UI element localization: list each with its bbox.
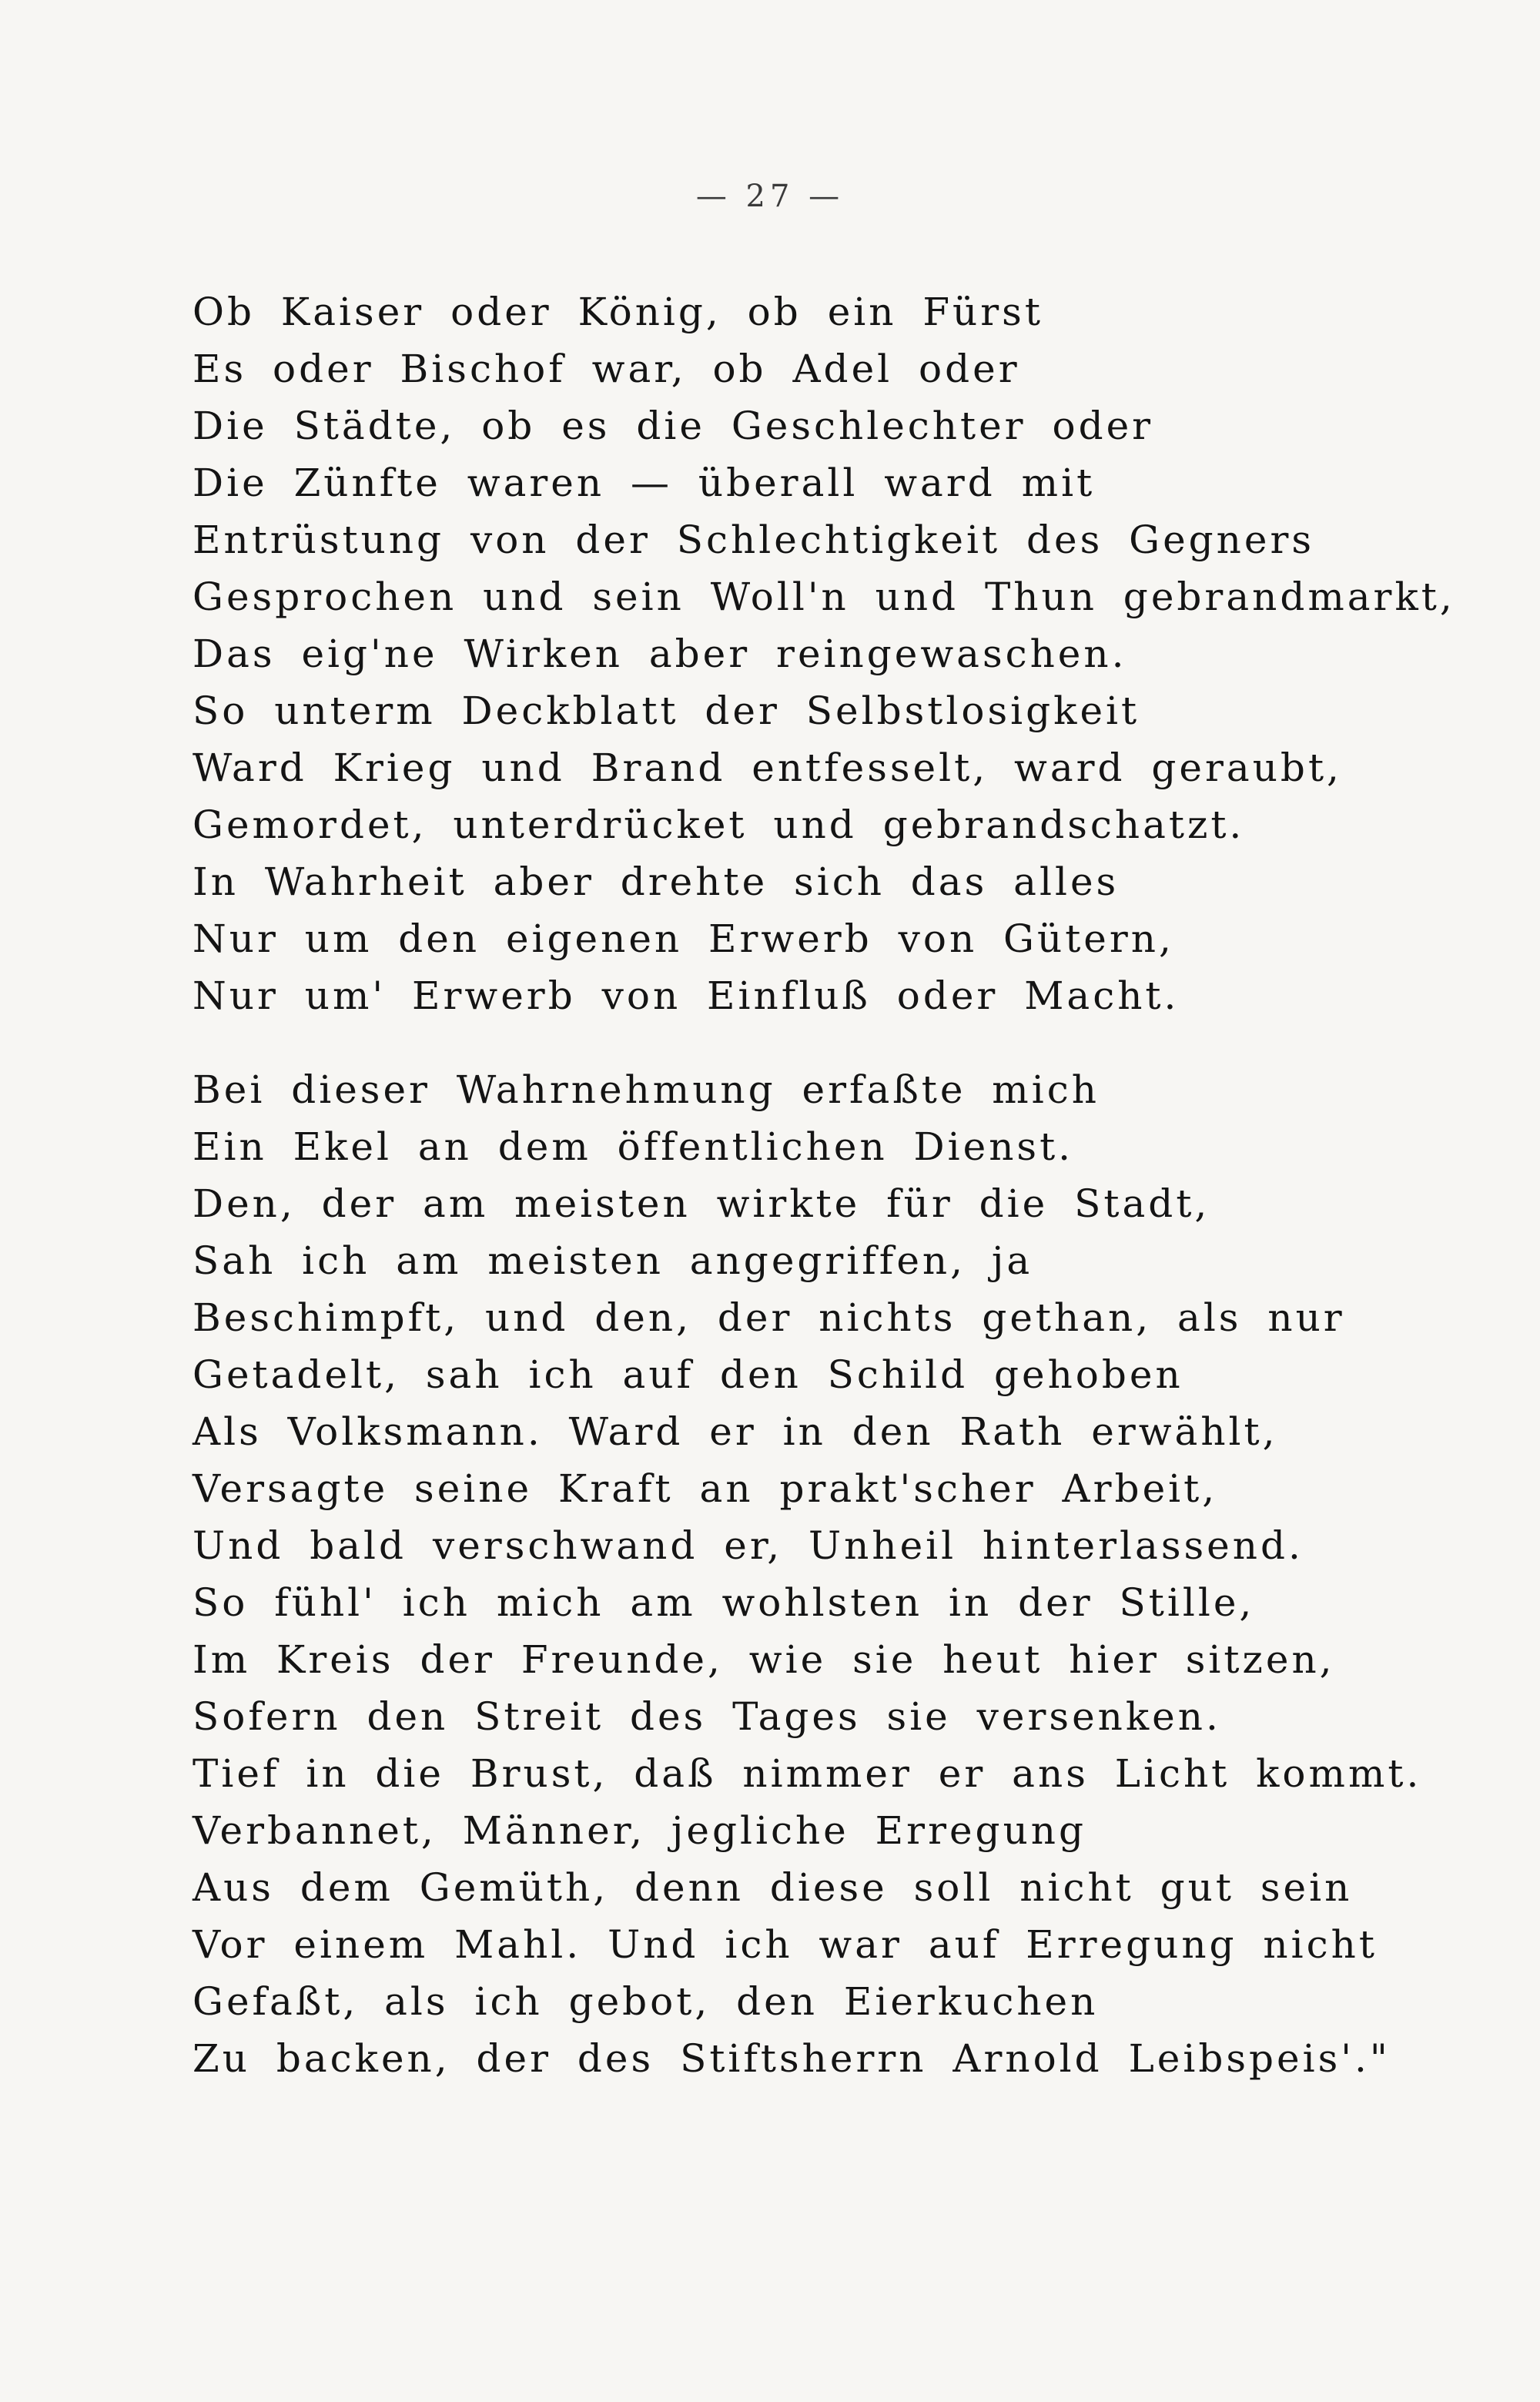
verse-line: Sofern den Streit des Tages sie versenken. <box>192 1694 1221 1739</box>
verse-line: Zu backen, der des Stiftsherrn Arnold Leibspeis'." <box>192 2036 1391 2081</box>
verse-line: Nur um' Erwerb von Einfluß oder Macht. <box>192 973 1180 1018</box>
verse-line: Aus dem Gemüth, denn diese soll nicht gut sein <box>192 1865 1353 1910</box>
verse-line: Beschimpft, und den, der nichts gethan, als nur <box>192 1295 1345 1340</box>
verse-line: Bei dieser Wahrnehmung erfaßte mich <box>192 1067 1100 1112</box>
verse-line: Ob Kaiser oder König, ob ein Fürst <box>192 290 1043 334</box>
verse-line: Ein Ekel an dem öffentlichen Dienst. <box>192 1124 1074 1169</box>
verse-line: Ward Krieg und Brand entfesselt, ward geraubt, <box>192 745 1342 790</box>
verse-line: Entrüstung von der Schlechtigkeit des Gegners <box>192 518 1315 562</box>
verse-line: Die Städte, ob es die Geschlechter oder <box>192 404 1154 448</box>
verse-line: Als Volksmann. Ward er in den Rath erwählt, <box>192 1409 1278 1454</box>
verse-line: Die Zünfte waren — überall ward mit <box>192 461 1096 505</box>
verse-line: Gesprochen und sein Woll'n und Thun gebrandmarkt, <box>192 575 1455 619</box>
verse-line: So fühl' ich mich am wohlsten in der Stille, <box>192 1580 1255 1625</box>
verse-line: So unterm Deckblatt der Selbstlosigkeit <box>192 688 1140 733</box>
verse-line: Das eig'ne Wirken aber reingewaschen. <box>192 631 1127 676</box>
verse-line: Getadelt, sah ich auf den Schild gehoben <box>192 1352 1183 1397</box>
verse-line: Im Kreis der Freunde, wie sie heut hier sitzen, <box>192 1637 1335 1682</box>
stanza-1 <box>192 283 1517 1024</box>
verse-line: Versagte seine Kraft an prakt'scher Arbeit, <box>192 1466 1218 1511</box>
verse-line: Tief in die Brust, daß nimmer er ans Licht kommt. <box>192 1751 1422 1796</box>
verse-line: Den, der am meisten wirkte für die Stadt, <box>192 1181 1210 1226</box>
stanza-2 <box>192 1061 1517 2087</box>
page-number: — 27 — <box>695 179 845 214</box>
verse-line: In Wahrheit aber drehte sich das alles <box>192 859 1120 904</box>
verse-line: Gefaßt, als ich gebot, den Eierkuchen <box>192 1979 1099 2024</box>
verse-line: Gemordet, unterdrücket und gebrandschatzt. <box>192 802 1245 847</box>
verse-line: Vor einem Mahl. Und ich war auf Erregung nicht <box>192 1922 1378 1967</box>
verse-line: Nur um den eigenen Erwerb von Gütern, <box>192 916 1174 961</box>
verse-line: Sah ich am meisten angegriffen, ja <box>192 1238 1033 1283</box>
verse-line: Es oder Bischof war, ob Adel oder <box>192 347 1020 391</box>
verse-line: Und bald verschwand er, Unheil hinterlassend. <box>192 1523 1304 1568</box>
verse-line: Verbannet, Männer, jegliche Erregung <box>192 1808 1086 1853</box>
